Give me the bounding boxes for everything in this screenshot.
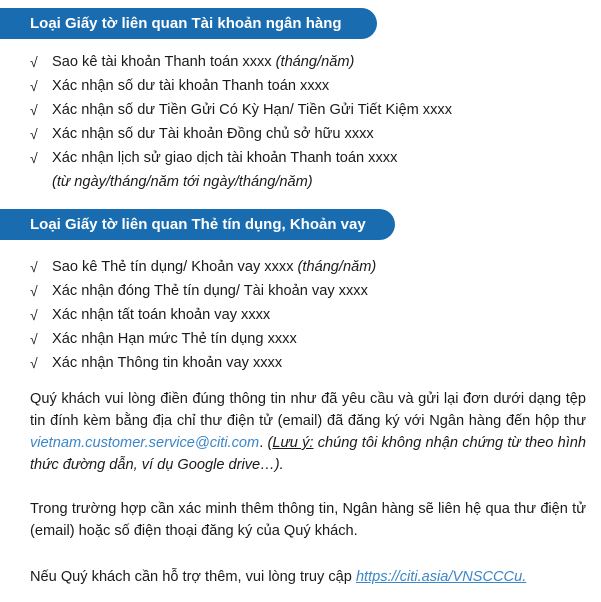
list-item: √ Xác nhận Thông tin khoản vay xxxx xyxy=(30,351,376,375)
check-icon: √ xyxy=(30,355,38,371)
date-range-note: (từ ngày/tháng/năm tới ngày/tháng/năm) xyxy=(52,174,313,190)
check-icon: √ xyxy=(30,259,38,275)
check-icon: √ xyxy=(30,78,38,94)
section-banner-credit-card-loan xyxy=(0,209,395,240)
check-icon: √ xyxy=(30,307,38,323)
section-title: Loại Giấy tờ liên quan Tài khoản ngân hàng xyxy=(30,15,342,32)
check-icon: √ xyxy=(30,54,38,70)
list-item: √ Xác nhận số dư tài khoản Thanh toán xxxx xyxy=(30,74,452,98)
check-icon: √ xyxy=(30,331,38,347)
section-title: Loại Giấy tờ liên quan Thẻ tín dụng, Khoản vay xyxy=(30,216,366,233)
list-item: √ Xác nhận số dư Tiền Gửi Có Kỳ Hạn/ Tiền Gửi Tiết Kiệm xxxx xyxy=(30,98,452,122)
check-icon: √ xyxy=(30,283,38,299)
list-item: √ Xác nhận Hạn mức Thẻ tín dụng xxxx xyxy=(30,327,376,351)
check-icon: √ xyxy=(30,126,38,142)
list-item: √ Sao kê Thẻ tín dụng/ Khoản vay xxxx (tháng/năm) xyxy=(30,255,376,279)
list-item: √ Sao kê tài khoản Thanh toán xxxx (tháng/năm) xyxy=(30,50,452,74)
support-url-link[interactable]: https://citi.asia/VNSCCCu. xyxy=(355,569,527,585)
submission-instructions: Quý khách vui lòng điền đúng thông tin như đã yêu cầu và gửi lại đơn dưới dạng tệp tin đính kèm bằng địa chỉ thư điện tử (email) đã đăng ký với Ngân hàng đến hộp thư vietnam.customer.service@citi.com. (Lưu ý: chúng tôi không nhận chứng từ theo hình thức đường dẫn, ví dụ Google drive…). xyxy=(30,391,587,473)
support-notice: Nếu Quý khách cần hỗ trợ thêm, vui lòng truy cập https://citi.asia/VNSCCCu. xyxy=(30,569,527,585)
check-icon: √ xyxy=(30,102,38,118)
card-loan-document-list xyxy=(30,255,376,375)
list-item: √ Xác nhận đóng Thẻ tín dụng/ Tài khoản vay xxxx xyxy=(30,279,376,303)
list-item: √ Xác nhận tất toán khoản vay xxxx xyxy=(30,303,376,327)
note-label: Lưu ý: xyxy=(272,435,314,451)
list-item: √ Xác nhận lịch sử giao dịch tài khoản Thanh toán xxxx xyxy=(30,146,452,170)
list-item: √ Xác nhận số dư Tài khoản Đồng chủ sở hữu xxxx xyxy=(30,122,452,146)
verification-notice: Trong trường hợp cần xác minh thêm thông tin, Ngân hàng sẽ liên hệ qua thư điện tử (email) hoặc số điện thoại đăng ký của Quý khách. xyxy=(30,501,586,539)
section-banner-bank-account xyxy=(0,8,377,39)
bank-document-list xyxy=(30,50,452,194)
check-icon: √ xyxy=(30,150,38,166)
support-email-link[interactable]: vietnam.customer.service@citi.com xyxy=(30,435,260,451)
